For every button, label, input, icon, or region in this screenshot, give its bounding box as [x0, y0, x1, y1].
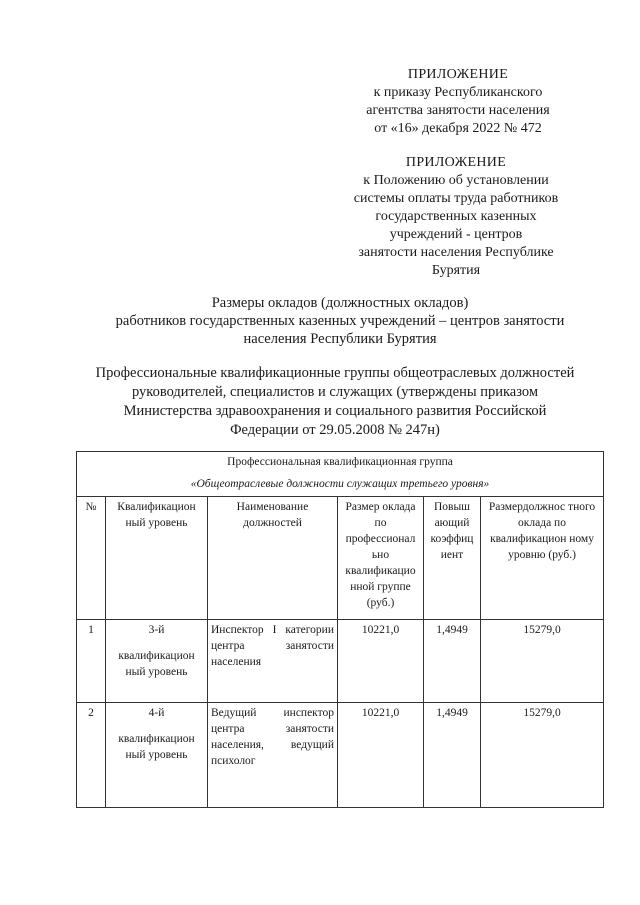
row-number: 2 [77, 703, 106, 808]
appendix-line: государственных казенных [375, 209, 537, 224]
section-line: Федерации от 29.05.2008 № 247н) [230, 422, 440, 438]
salary-table [76, 451, 604, 808]
section-title [70, 364, 600, 440]
header-position-name: Наименование должностей [208, 497, 338, 620]
appendix-line: учреждений - центров [389, 227, 523, 242]
appendix-title: ПРИЛОЖЕНИЕ [405, 155, 507, 170]
group-header-cell [77, 452, 604, 497]
appendix-block-regulation [336, 154, 576, 280]
header-number: № [77, 497, 106, 620]
level-number: 3-й [148, 624, 165, 636]
row-qualification-level [106, 703, 208, 808]
level-text: квалификацион ный уровень [118, 733, 195, 761]
row-base-salary: 10221,0 [338, 703, 424, 808]
row-number: 1 [77, 620, 106, 703]
level-text: квалификацион ный уровень [118, 650, 195, 678]
appendix-line: агентства занятости населения [366, 103, 550, 118]
row-level-salary: 15279,0 [481, 703, 604, 808]
appendix-line: системы оплаты труда работников [353, 191, 559, 206]
header-qualification-level: Квалификацион ный уровень [106, 497, 208, 620]
group-header-row [77, 452, 604, 497]
title-line: населения Республики Бурятия [243, 331, 437, 347]
appendix-block-order [340, 66, 576, 138]
appendix-line: от «16» декабря 2022 № 472 [374, 121, 542, 136]
table-row [77, 703, 604, 808]
column-header-row [77, 497, 604, 620]
header-level-salary: Размердолжнос тного оклада по квалификацион ному уровню (руб.) [481, 497, 604, 620]
section-line: руководителей, специалистов и служащих (утверждены приказом [131, 384, 539, 400]
row-coefficient: 1,4949 [424, 620, 481, 703]
title-line: работников государственных казенных учреждений – центров занятости [115, 313, 565, 329]
row-position: Инспектор I категории центра занятости населения [208, 620, 338, 703]
row-base-salary: 10221,0 [338, 620, 424, 703]
row-level-salary: 15279,0 [481, 620, 604, 703]
appendix-line: к приказу Республиканского [373, 85, 543, 100]
document-title [60, 294, 620, 348]
appendix-line: занятости населения Республике [358, 245, 554, 260]
group-label: Профессиональная квалификационная группа [227, 456, 453, 468]
table-row [77, 620, 604, 703]
title-line: Размеры окладов (должностных окладов) [211, 295, 469, 311]
level-number: 4-й [148, 707, 165, 719]
header-coefficient: Повыш ающий коэффиц иент [424, 497, 481, 620]
section-line: Профессиональные квалификационные группы общеотраслевых должностей [95, 365, 575, 381]
header-base-salary: Размер оклада по профессионал ьно квалификацио нной группе (руб.) [338, 497, 424, 620]
appendix-line: к Положению об установлении [363, 173, 549, 188]
row-qualification-level [106, 620, 208, 703]
row-position: Ведущий инспектор центра занятости населения, ведущий психолог [208, 703, 338, 808]
group-name: «Общеотраслевые должности служащих третьего уровня» [190, 478, 490, 490]
section-line: Министерства здравоохранения и социального развития Российской [123, 403, 547, 419]
row-coefficient: 1,4949 [424, 703, 481, 808]
appendix-line: Бурятия [431, 263, 481, 278]
appendix-title: ПРИЛОЖЕНИЕ [407, 67, 509, 82]
